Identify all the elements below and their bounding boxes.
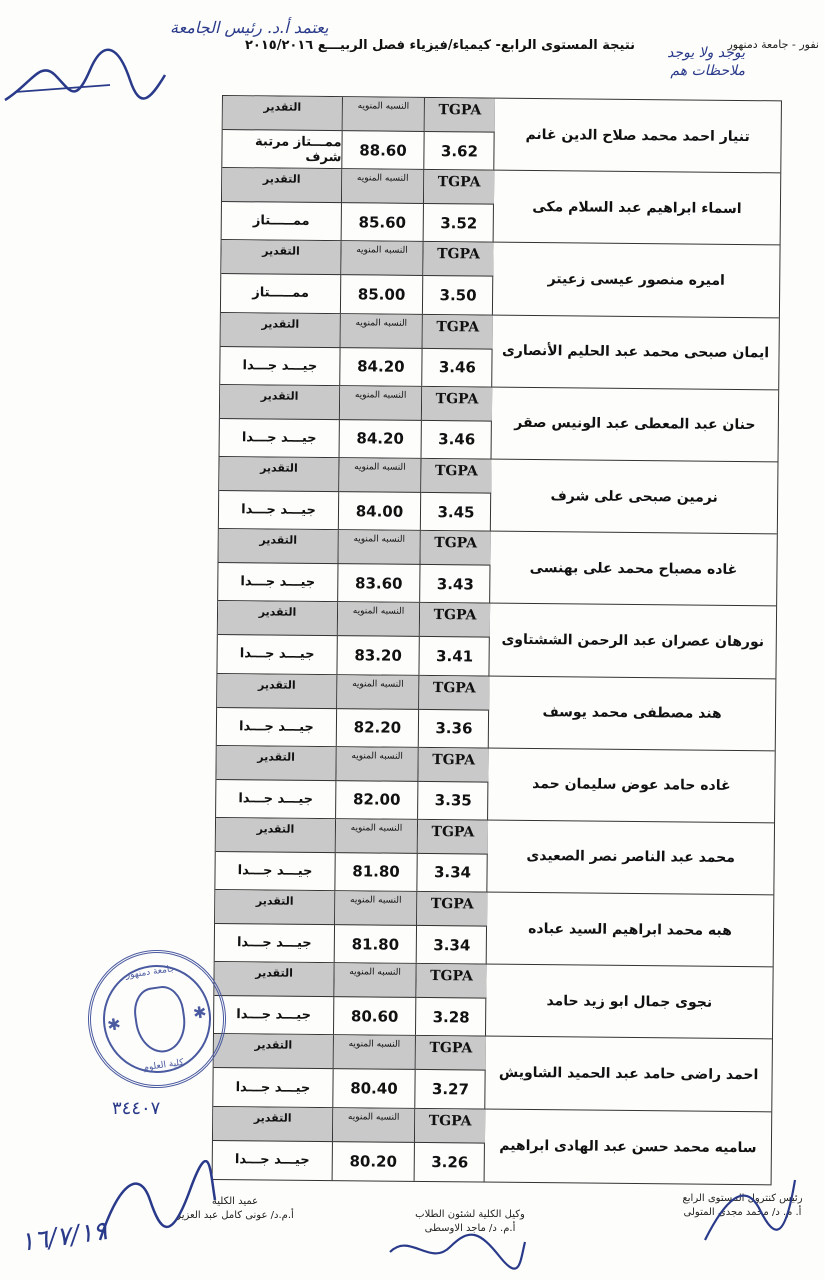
percent-value: 83.60 xyxy=(338,564,420,602)
vice-dean-title: وكيل الكلية لشئون الطلاب xyxy=(415,1209,525,1220)
percent-header: النسبه المنويه xyxy=(341,242,423,277)
tgpa-header: TGPA xyxy=(425,98,495,133)
percent-value: 82.20 xyxy=(337,709,419,747)
grade-header: التقدير xyxy=(222,168,342,203)
student-row xyxy=(217,673,776,751)
student-row xyxy=(216,746,775,824)
results-table xyxy=(212,95,782,1185)
tgpa-header: TGPA xyxy=(418,748,488,783)
grade-value: جيـــد جـــدا xyxy=(219,491,339,529)
tgpa-value: 3.62 xyxy=(440,141,479,161)
percent-header: النسبه المنويه xyxy=(334,963,416,998)
student-row xyxy=(217,601,776,679)
grade-header: التقدير xyxy=(216,746,336,781)
star-icon: ✱ xyxy=(191,1002,208,1023)
control-head-title: رئيس كنترول المستوى الرابع xyxy=(682,1193,803,1204)
student-name: اسماء ابراهيم عبد السلام مكى xyxy=(532,198,742,217)
percent-value: 84.00 xyxy=(339,492,421,530)
percent-value: 84.20 xyxy=(340,420,422,458)
percent-header: النسبه المنويه xyxy=(340,386,422,421)
eagle-emblem-icon xyxy=(131,983,190,1055)
grade-value: جيـــد جـــدا xyxy=(218,563,338,601)
grade-header: التقدير xyxy=(219,457,339,492)
tgpa-value: 3.45 xyxy=(437,502,475,521)
student-scores xyxy=(213,1107,486,1182)
dean-name: أ.م.د/ عونى كامل عبد العزيز xyxy=(176,1210,294,1221)
tgpa-value: 3.46 xyxy=(438,358,476,377)
tgpa-header: TGPA xyxy=(417,892,487,927)
student-row xyxy=(222,96,781,174)
student-name: غاده حامد عوض سليمان حمد xyxy=(532,776,731,795)
student-scores xyxy=(220,313,493,387)
tgpa-header: TGPA xyxy=(415,1109,485,1144)
grade-value: ممـــــتاز xyxy=(222,202,342,240)
grade-header: التقدير xyxy=(221,240,341,275)
tgpa-value: 3.34 xyxy=(433,935,471,955)
tgpa-header: TGPA xyxy=(420,603,490,638)
grade-header: التقدير xyxy=(219,529,339,564)
grade-value: جيـــد جـــدا xyxy=(214,996,334,1034)
grade-value: جيـــد جـــدا xyxy=(215,852,335,890)
handwritten-date: ١٦/٧/١٩ xyxy=(18,1216,110,1258)
tgpa-value: 3.50 xyxy=(439,286,477,305)
percent-header: النسبه المنويه xyxy=(343,97,425,132)
grade-header: التقدير xyxy=(220,385,340,420)
tgpa-header: TGPA xyxy=(422,387,492,422)
grade-header: التقدير xyxy=(214,962,334,997)
tgpa-header: TGPA xyxy=(418,820,488,855)
grade-header: التقدير xyxy=(213,1107,333,1142)
percent-header: النسبه المنويه xyxy=(341,314,423,349)
student-row xyxy=(222,168,781,246)
percent-value: 88.60 xyxy=(342,131,424,169)
grade-header: التقدير xyxy=(217,673,337,708)
tgpa-value: 3.36 xyxy=(435,719,473,738)
faculty-seal xyxy=(79,941,235,1097)
grade-header: التقدير xyxy=(214,1034,334,1069)
student-name: هند مصطفى محمد يوسف xyxy=(542,704,722,722)
tgpa-value: 3.46 xyxy=(438,430,476,449)
grade-value: جيـــد جـــدا xyxy=(220,347,340,385)
percent-value: 84.20 xyxy=(340,348,422,386)
handwritten-signature-control xyxy=(690,1160,800,1250)
percent-header: النسبه المنويه xyxy=(339,458,421,493)
student-name: محمد عبد الناصر نصر الصعيدى xyxy=(526,848,736,867)
grade-header: التقدير xyxy=(216,818,336,853)
percent-value: 85.60 xyxy=(342,203,424,241)
student-name: تنيار احمد محمد صلاح الدين غانم xyxy=(525,126,750,145)
handwritten-signature-vice xyxy=(380,1222,530,1272)
percent-header: النسبه المنويه xyxy=(336,747,418,782)
percent-value: 81.80 xyxy=(335,853,417,891)
percent-value: 81.80 xyxy=(335,925,417,963)
percent-value: 82.00 xyxy=(336,781,418,819)
dean-title: عميد الكلية xyxy=(211,1196,259,1207)
student-scores xyxy=(222,96,495,170)
grade-header: التقدير xyxy=(223,96,343,131)
student-scores xyxy=(215,890,488,964)
tgpa-value: 3.28 xyxy=(432,1007,470,1027)
grade-value: جيـــد جـــدا xyxy=(213,1068,333,1106)
percent-header: النسبه المنويه xyxy=(334,1036,416,1071)
percent-value: 80.20 xyxy=(333,1142,415,1181)
student-name: هبه محمد ابراهيم السيد عباده xyxy=(528,920,732,939)
grade-value: ممـــــتاز xyxy=(221,274,341,312)
student-name: اميره منصور عيسى زعيتر xyxy=(547,271,725,289)
page-title: نتيجة المستوى الرابع- كيمياء/فيزياء فصل الربيـــع ٢٠١٥/٢٠١٦ xyxy=(244,38,636,53)
tgpa-header: TGPA xyxy=(421,459,491,494)
percent-header: النسبه المنويه xyxy=(342,169,424,204)
student-row xyxy=(215,818,774,896)
student-row xyxy=(215,890,774,968)
percent-header: النسبه المنويه xyxy=(335,891,417,926)
student-scores xyxy=(219,457,492,531)
student-row xyxy=(219,457,778,535)
tgpa-value: 3.27 xyxy=(431,1080,470,1099)
student-name: غاده مصباح محمد على بهنسى xyxy=(529,559,738,578)
student-scores xyxy=(215,818,488,892)
student-scores xyxy=(213,1034,486,1108)
tgpa-header: TGPA xyxy=(423,315,493,350)
student-name: نرمين صبحى على شرف xyxy=(550,487,718,506)
percent-value: 83.20 xyxy=(337,636,419,674)
grade-value: جيـــد جـــدا xyxy=(217,707,337,745)
tgpa-value: 3.35 xyxy=(434,791,472,810)
percent-header: النسبه المنويه xyxy=(339,530,421,565)
grade-value: جيـــد جـــدا xyxy=(220,419,340,457)
tgpa-value: 3.34 xyxy=(433,863,472,882)
grade-value: جيـــد جـــدا xyxy=(216,780,336,818)
tgpa-header: TGPA xyxy=(416,964,486,999)
seal-top-text: جامعة دمنهور xyxy=(125,964,176,981)
grade-value: جيـــد جـــدا xyxy=(213,1141,333,1180)
student-name: حنان عبد المعطى عبد الونيس صقر xyxy=(514,415,756,434)
percent-value: 80.40 xyxy=(333,1070,415,1108)
student-row xyxy=(214,962,773,1040)
star-icon: ✱ xyxy=(106,1014,123,1035)
handwritten-approval: يعتمد أ.د. رئيس الجامعة xyxy=(170,18,329,37)
tgpa-header: TGPA xyxy=(416,1036,486,1071)
grade-value: جيـــد جـــدا xyxy=(217,635,337,673)
tgpa-header: TGPA xyxy=(424,170,494,205)
percent-header: النسبه المنويه xyxy=(337,675,419,710)
student-scores xyxy=(221,240,494,314)
vice-dean-name: أ.م. د/ ماجد الاوسطى xyxy=(424,1223,516,1234)
student-name: ايمان صبحى محمد عبد الحليم الأنصارى xyxy=(501,342,770,362)
percent-header: النسبه المنويه xyxy=(333,1108,415,1143)
percent-value: 85.00 xyxy=(341,276,423,314)
grade-header: التقدير xyxy=(221,313,341,348)
student-name: احمد راضى حامد عبد الحميد الشاويش xyxy=(498,1064,759,1084)
student-scores xyxy=(217,673,490,747)
control-head-name: أ. م. د/ محمد مجدى المتولى xyxy=(683,1207,802,1218)
student-row xyxy=(221,240,780,318)
student-row xyxy=(213,1107,772,1185)
grade-header: التقدير xyxy=(218,601,338,636)
student-scores xyxy=(214,962,487,1036)
grade-value: ممـــتاز مرتبة شرف xyxy=(222,130,342,168)
student-scores xyxy=(220,385,493,459)
tgpa-header: TGPA xyxy=(423,242,493,277)
seal-bottom-text: كلية العلوم xyxy=(142,1057,185,1074)
percent-header: النسبه المنويه xyxy=(336,819,418,854)
grade-value: جيـــد جـــدا xyxy=(215,924,335,962)
student-row xyxy=(218,529,777,607)
student-row xyxy=(213,1034,772,1112)
student-scores xyxy=(222,168,495,242)
tgpa-header: TGPA xyxy=(419,675,489,710)
student-scores xyxy=(218,529,491,603)
handwritten-note: يوجد ولا يوجد ملاحظات هم xyxy=(667,45,745,80)
tgpa-value: 3.26 xyxy=(431,1152,469,1172)
student-scores xyxy=(216,746,489,820)
student-name: ساميه محمد حسن عبد الهادى ابراهيم xyxy=(499,1137,757,1156)
tgpa-value: 3.52 xyxy=(440,213,478,233)
student-name: نورهان عصران عبد الرحمن الششتاوى xyxy=(501,631,765,651)
tgpa-value: 3.41 xyxy=(436,646,474,666)
tgpa-header: TGPA xyxy=(420,531,490,566)
percent-value: 80.60 xyxy=(334,997,416,1035)
university-label: نفور - جامعة دمنهور xyxy=(727,38,819,51)
stamp-number: ٣٤٤٠٧ xyxy=(112,1098,161,1119)
student-scores xyxy=(217,601,490,675)
percent-header: النسبه المنويه xyxy=(338,602,420,637)
student-name: نجوى جمال ابو زيد حامد xyxy=(546,993,713,1011)
student-row xyxy=(220,385,779,463)
tgpa-value: 3.43 xyxy=(436,574,474,594)
handwritten-signature-top-left xyxy=(0,30,170,110)
student-row xyxy=(220,313,779,391)
grade-header: التقدير xyxy=(215,890,335,925)
